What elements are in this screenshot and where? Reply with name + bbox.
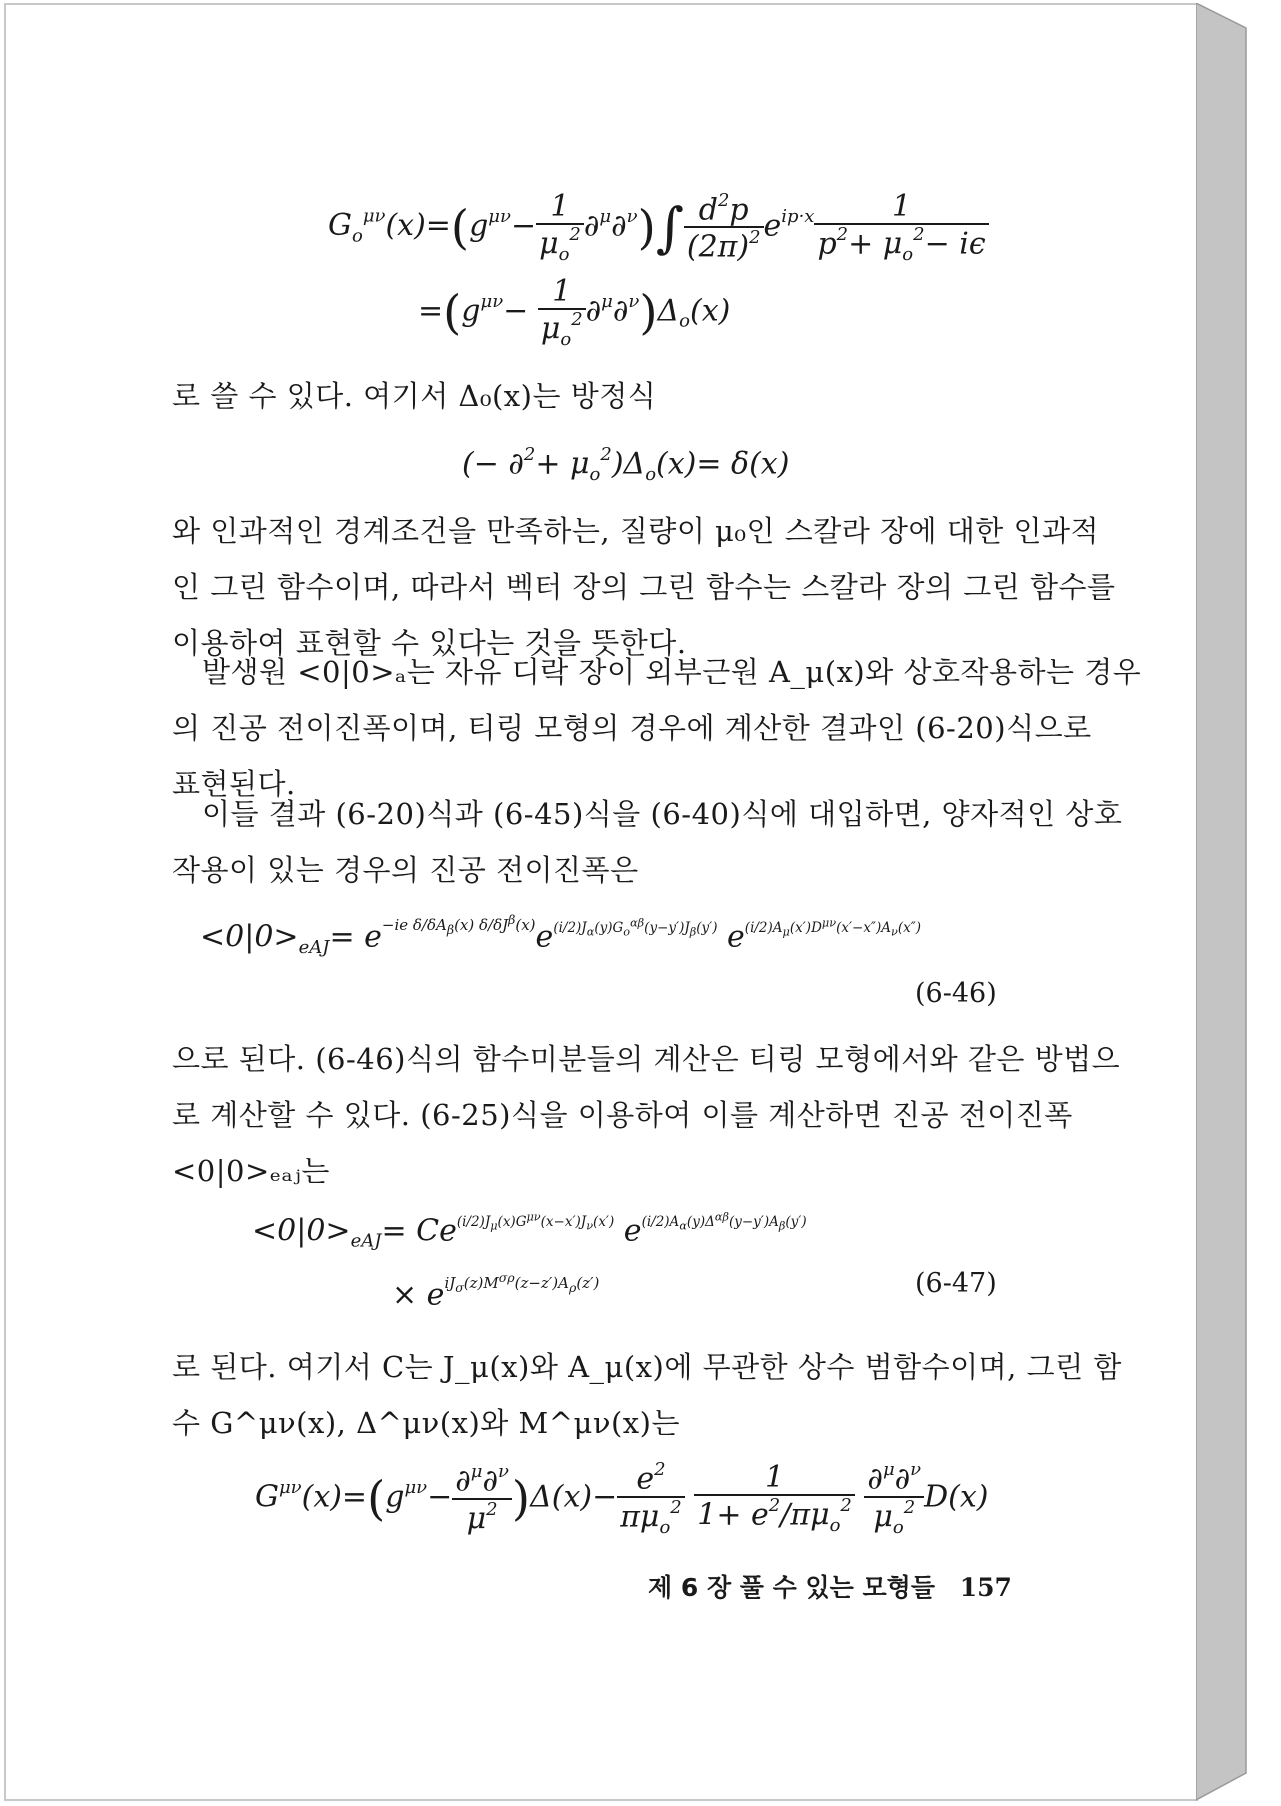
page-footer: [648, 1568, 1012, 1604]
paragraph-2-line-3: 이용하여 표현할 수 있다는 것을 뜻한다.: [172, 626, 687, 660]
equation-g0-line2: $=(g^{\mu\nu}-$ $\frac{1}{\mu_o^2}$ $\partial^\mu\partial^\nu)\Delta_o(x)$: [418, 274, 731, 350]
paragraph-4-line-1: 이들 결과 (6-20)식과 (6-45)식을 (6-40)식에 대입하면, 양자적인 상호: [202, 797, 1123, 831]
paragraph-5-line-1: 으로 된다. (6-46)식의 함수미분들의 계산은 티링 모형에서와 같은 방법으: [172, 1042, 1121, 1076]
book-side-edge: [1196, 3, 1278, 1803]
page-number: 157: [959, 1573, 1012, 1602]
equation-6-47-line1: $<0|0>_{eAJ}= Ce^{(i/2)J_\mu(x)G^{\mu\nu}(x-x')J_\nu(x')}$ $e^{(i/2)A_\alpha(y)\Delta^{\alpha\beta}(y-y')A_\beta(y')}$: [252, 1210, 807, 1252]
paragraph-5-line-3: <0|0>ₑₐⱼ는: [172, 1154, 330, 1188]
paragraph-5-line-2: 로 계산할 수 있다. (6-25)식을 이용하여 이를 계산하면 진공 전이진폭: [172, 1098, 1073, 1132]
paragraph-6-line-2: 수 G^μν(x), Δ^μν(x)와 M^μν(x)는: [172, 1406, 680, 1440]
paragraph-6-line-1: 로 된다. 여기서 C는 J_μ(x)와 A_μ(x)에 무관한 상수 범함수이며, 그린 함: [172, 1350, 1122, 1384]
equation-g-mu-nu: $G^{\mu\nu}(x)=(g^{\mu\nu}-$ $\frac{\partial^\mu\partial^\nu}{\mu^2}$ )Δ(x)− $\frac{e^2}{\pi\mu_o^2}$ $\frac{1}{1+ e^2/\pi\mu_o^2}$ $\frac{\partial^\mu\partial^\nu}{\mu_o^2}$ D(x): [255, 1459, 989, 1538]
equation-delta: (− $\partial^2+ \mu_o^2)\Delta_o(x)= \delta(x)$: [462, 444, 790, 485]
paragraph-3-line-2: 의 진공 전이진폭이며, 티링 모형의 경우에 계산한 결과인 (6-20)식으로: [172, 711, 1092, 745]
equation-number-6-46: (6-46): [915, 978, 997, 1009]
paragraph-2-line-1: 와 인과적인 경계조건을 만족하는, 질량이 μ₀인 스칼라 장에 대한 인과적: [172, 514, 1100, 548]
paragraph-6: [172, 1339, 1122, 1451]
paragraph-3-line-1: 발생원 <0|0>ₐ는 자유 디락 장이 외부근원 A_μ(x)와 상호작용하는 경우: [202, 655, 1142, 689]
eq-g0-lhs: $G_o^{\mu\nu}(x)=$: [328, 205, 451, 247]
equation-g0-line1: $G_o^{\mu\nu}(x)=(g^{\mu\nu}-$ $\frac{1}{\mu_o^2}$ ∂$^\mu$∂$^\nu$)∫ $\frac{d^2p}{(2\pi)^2}$ $e^{ip\cdot x}$ $\frac{1}{p^2+ \mu_o^2- i\epsilon}$: [328, 190, 989, 265]
paragraph-1-text: 로 쓸 수 있다. 여기서 Δ₀(x)는 방정식: [172, 379, 657, 413]
paragraph-4-line-2: 작용이 있는 경우의 진공 전이진폭은: [172, 853, 639, 887]
paragraph-3-line-3: 표현된다.: [172, 767, 296, 801]
paragraph-5: [172, 1031, 1120, 1199]
chapter-title: 제 6 장 풀 수 있는 모형들: [648, 1573, 935, 1602]
equation-6-46: $<0|0>_{eAJ}= e^{-ie \delta/\delta A_\beta(x) \delta/\delta J^\beta(x)}e^{(i/2)J_\alpha(y)G_o^{\alpha\beta}(y-y')J_\beta(y')}$ $e^{(i/2)A_\mu(x')D^{\mu\nu}(x'-x'')A_\nu(x'')}$: [200, 912, 922, 958]
paragraph-1: [172, 368, 656, 424]
equation-6-47-line2: × $e^{iJ_\sigma(z)M^{\sigma\rho}(z-z')A_\rho(z')}$: [392, 1270, 600, 1313]
paragraph-2-line-2: 인 그린 함수이며, 따라서 벡터 장의 그린 함수는 스칼라 장의 그린 함수를: [172, 570, 1116, 604]
paragraph-4: [172, 786, 1122, 898]
equation-number-6-47: (6-47): [915, 1268, 997, 1299]
